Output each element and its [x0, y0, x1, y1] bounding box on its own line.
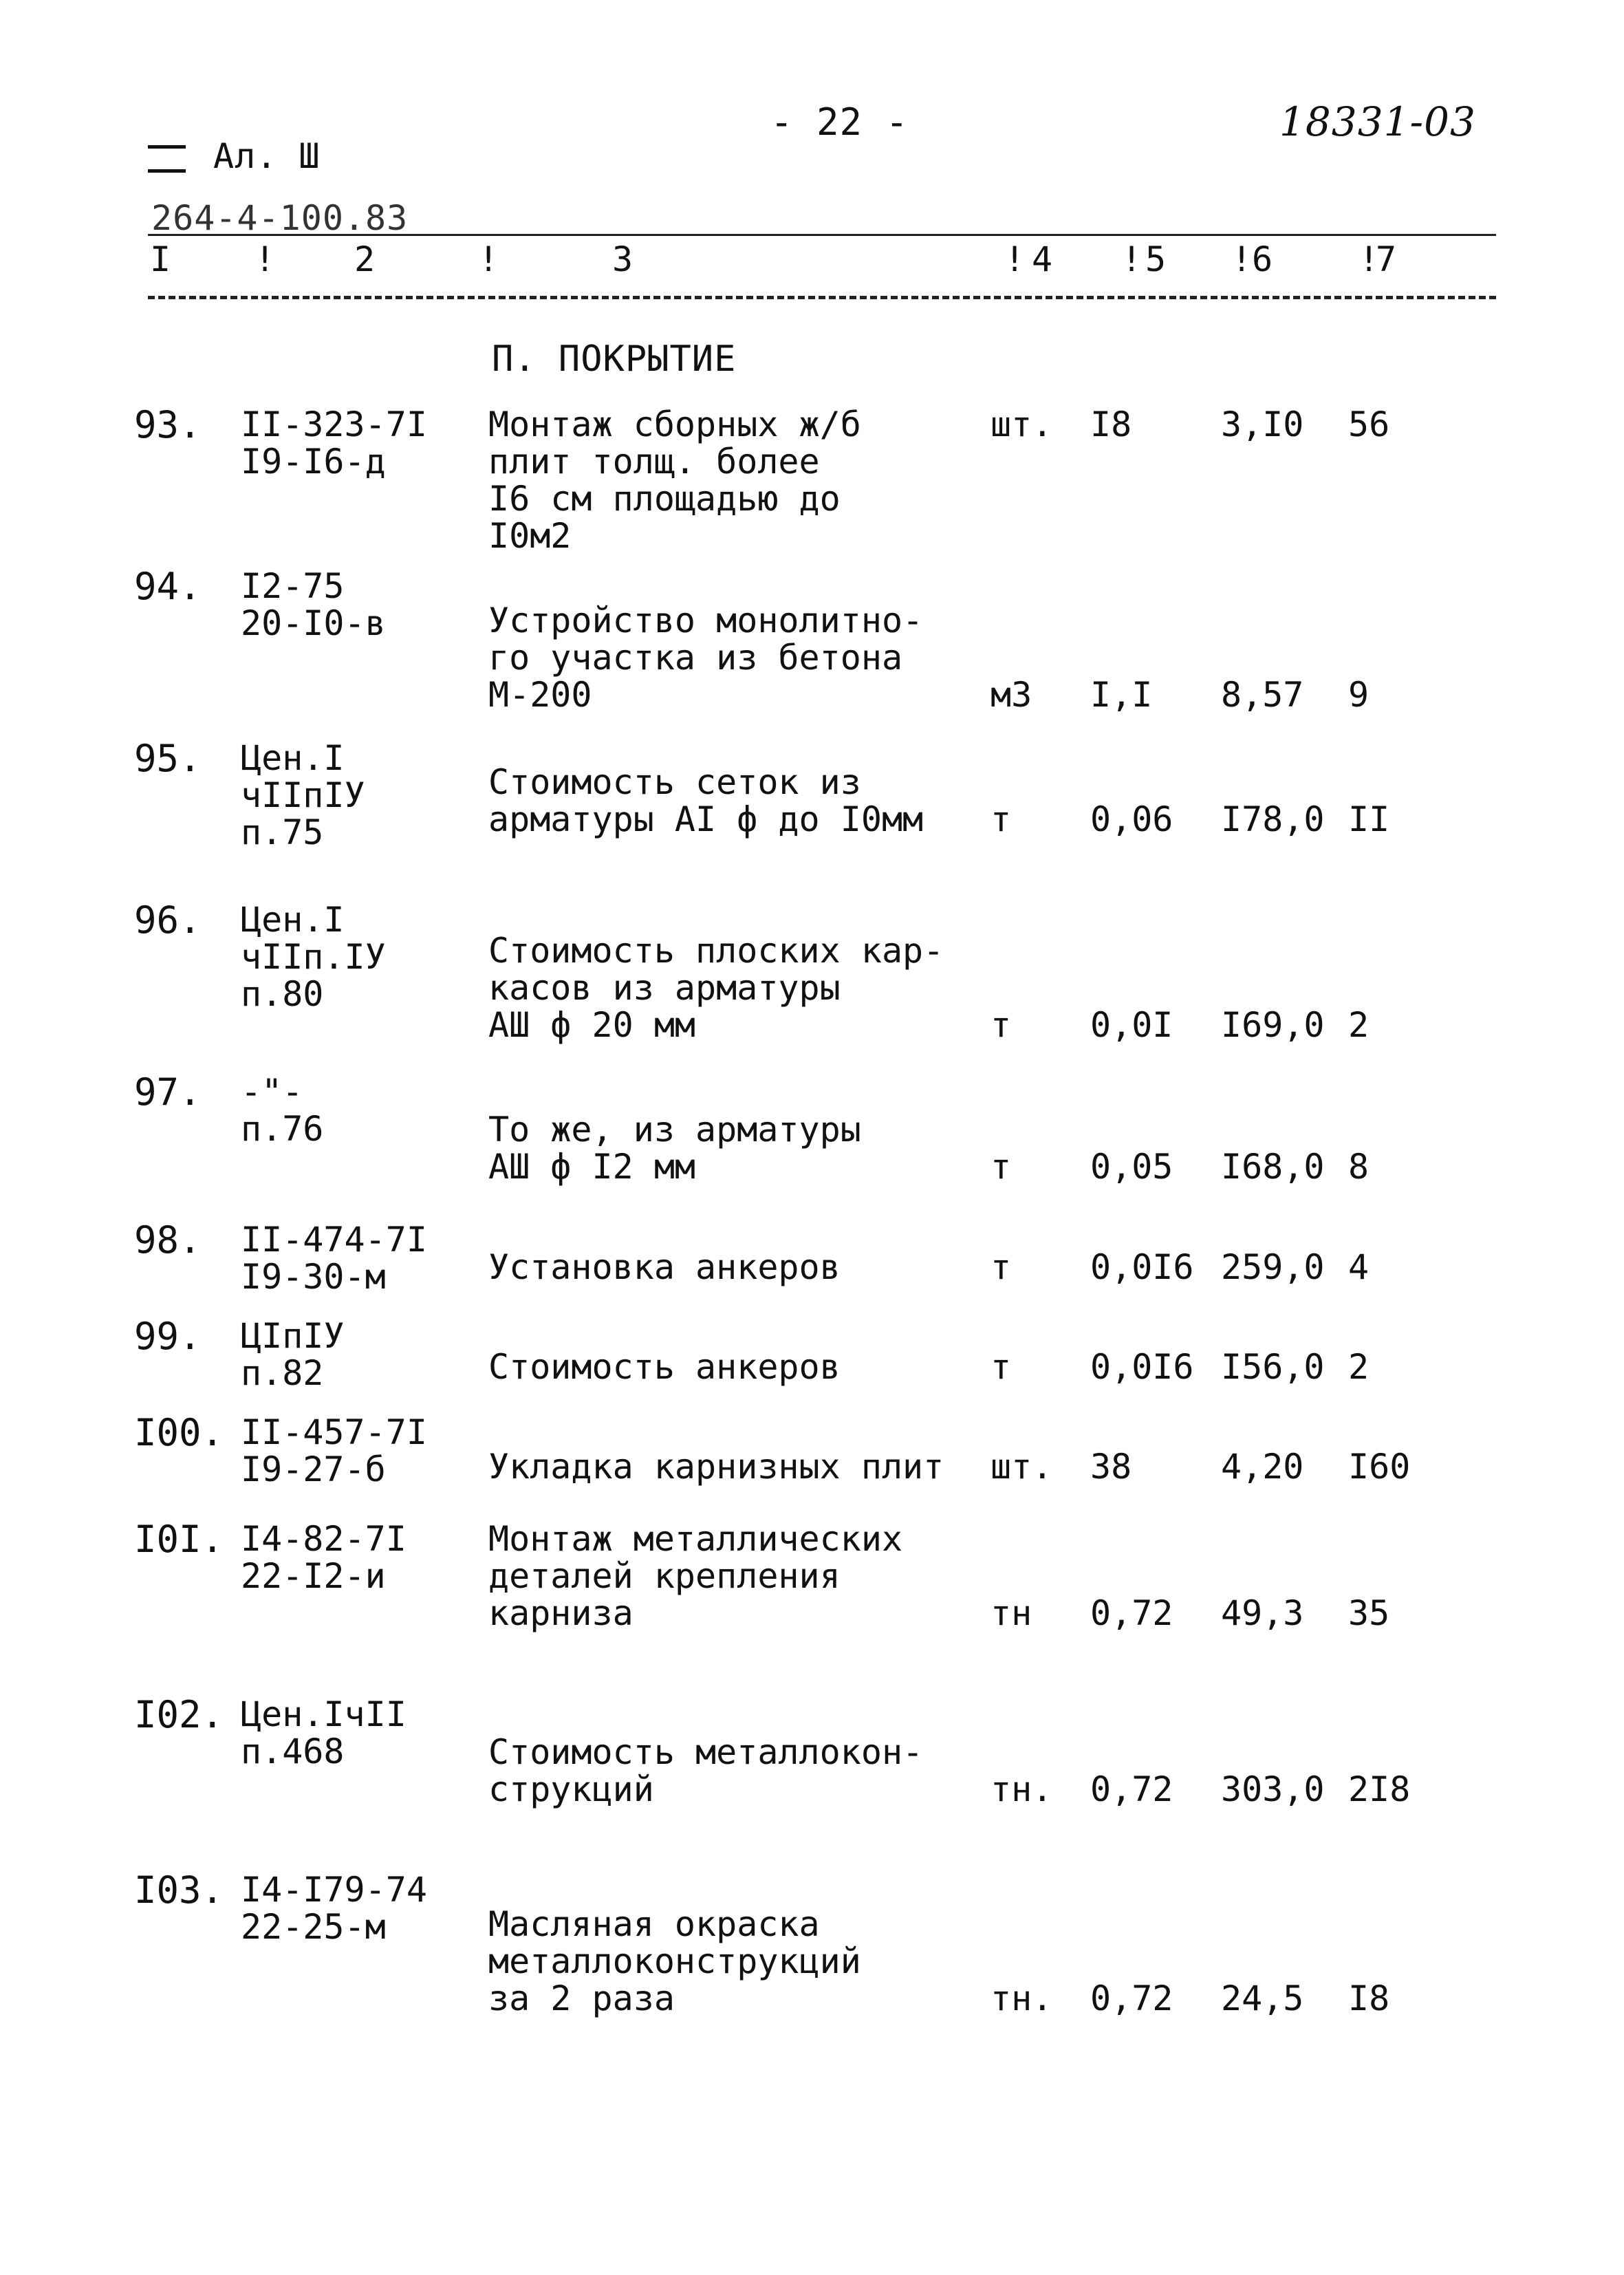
page-number: - 22 -	[770, 100, 909, 144]
row-number: I0I.	[134, 1518, 224, 1561]
col-sep-2: !	[478, 239, 500, 279]
quantity: 0,06	[1090, 799, 1173, 839]
header-rule-top	[148, 234, 1496, 236]
row-number: 97.	[134, 1070, 202, 1114]
header-rule-bottom	[148, 296, 1496, 299]
col-sep-3: !	[1004, 239, 1026, 279]
norm-code: II-474-7I I9-30-м	[241, 1220, 427, 1297]
row-number: I03.	[134, 1868, 224, 1912]
quantity: 0,05	[1090, 1147, 1173, 1187]
col-header-4: 4	[1032, 239, 1054, 279]
work-description: Устройство монолитно- го участка из бетона М-200	[488, 601, 924, 715]
work-description: Стоимость сеток из арматуры AI ф до I0мм	[488, 762, 924, 839]
total-cost: 35	[1348, 1593, 1390, 1633]
unit: т	[990, 1147, 1012, 1187]
total-cost: 56	[1348, 405, 1390, 444]
unit-price: I56,0	[1221, 1347, 1325, 1387]
unit: тн.	[990, 1769, 1053, 1809]
total-cost: II	[1348, 799, 1390, 839]
work-description: Установка анкеров	[488, 1247, 841, 1287]
norm-code: -"- п.76	[241, 1072, 324, 1149]
row-number: I02.	[134, 1693, 224, 1736]
unit: м3	[990, 675, 1032, 715]
quantity: 0,0I	[1090, 1005, 1173, 1045]
quantity: I8	[1090, 405, 1132, 444]
work-description: Укладка карнизных плит	[488, 1447, 944, 1487]
row-number: I00.	[134, 1411, 224, 1454]
quantity: 0,0I6	[1090, 1347, 1194, 1387]
work-description: Монтаж сборных ж/б плит толщ. более I6 см площадью до I0м2	[488, 405, 861, 556]
unit-price: I69,0	[1221, 1005, 1325, 1045]
norm-code: II-323-7I I9-I6-д	[241, 405, 427, 482]
unit-price: I78,0	[1221, 799, 1325, 839]
work-description: Масляная окраска металлоконструкций за 2 раза	[488, 1904, 861, 2018]
unit: шт.	[990, 1447, 1053, 1487]
col-header-2: 2	[354, 239, 376, 279]
unit: тн.	[990, 1979, 1053, 2018]
total-cost: 2	[1348, 1005, 1369, 1045]
col-sep-5: !	[1231, 239, 1253, 279]
norm-code: Цен.IчII п.468	[241, 1694, 407, 1771]
unit-price: 259,0	[1221, 1247, 1325, 1287]
unit-price: 49,3	[1221, 1593, 1304, 1633]
col-header-1: I	[150, 239, 172, 279]
work-description: То же, из арматуры АШ ф I2 мм	[488, 1110, 861, 1187]
unit-price: 8,57	[1221, 675, 1304, 715]
quantity: I,I	[1090, 675, 1153, 715]
work-description: Стоимость анкеров	[488, 1347, 841, 1387]
section-title: П. ПОКРЫТИЕ	[492, 338, 737, 380]
col-header-7: 7	[1376, 239, 1398, 279]
unit-price: 303,0	[1221, 1769, 1325, 1809]
album-label	[148, 138, 321, 175]
quantity: 0,72	[1090, 1769, 1173, 1809]
row-number: 98.	[134, 1218, 202, 1262]
row-number: 93.	[134, 403, 202, 446]
work-description: Монтаж металлических деталей крепления карниза	[488, 1519, 903, 1633]
unit-price: 4,20	[1221, 1447, 1304, 1487]
norm-code: I4-82-7I 22-I2-и	[241, 1519, 407, 1596]
quantity: 0,72	[1090, 1593, 1173, 1633]
row-number: 99.	[134, 1315, 202, 1358]
unit: шт.	[990, 405, 1053, 444]
total-cost: I60	[1348, 1447, 1411, 1487]
row-number: 94.	[134, 565, 202, 608]
total-cost: 2	[1348, 1347, 1369, 1387]
col-sep-6: !	[1358, 239, 1381, 279]
row-number: 95.	[134, 737, 202, 780]
document-code: 18331-03	[1279, 98, 1476, 145]
norm-code: Цен.I чIIп.IУ п.80	[241, 900, 386, 1014]
quantity: 0,0I6	[1090, 1247, 1194, 1287]
col-header-6: 6	[1252, 239, 1274, 279]
quantity: 38	[1090, 1447, 1132, 1487]
unit-price: 3,I0	[1221, 405, 1304, 444]
total-cost: I8	[1348, 1979, 1390, 2018]
unit-price: 24,5	[1221, 1979, 1304, 2018]
norm-code: ЦIпIУ п.82	[241, 1316, 345, 1393]
total-cost: 9	[1348, 675, 1369, 715]
project-code: 264-4-100.83	[151, 198, 409, 238]
unit-price: I68,0	[1221, 1147, 1325, 1187]
work-description: Стоимость плоских кар- касов из арматуры АШ ф 20 мм	[488, 931, 944, 1045]
quantity: 0,72	[1090, 1979, 1173, 2018]
album-text: Ал. Ш	[213, 136, 321, 176]
col-sep-1: !	[255, 239, 277, 279]
unit: тн	[990, 1593, 1032, 1633]
unit: т	[990, 1005, 1012, 1045]
unit: т	[990, 799, 1012, 839]
album-mark-icon	[148, 145, 186, 173]
work-description: Стоимость металлокон- струкций	[488, 1732, 924, 1809]
norm-code: I2-75 20-I0-в	[241, 566, 386, 643]
total-cost: 4	[1348, 1247, 1369, 1287]
unit: т	[990, 1347, 1012, 1387]
total-cost: 2I8	[1348, 1769, 1411, 1809]
col-header-3: 3	[612, 239, 634, 279]
unit: т	[990, 1247, 1012, 1287]
total-cost: 8	[1348, 1147, 1369, 1187]
norm-code: Цен.I чIIпIУ п.75	[241, 738, 365, 852]
col-sep-4: !	[1121, 239, 1143, 279]
norm-code: II-457-7I I9-27-б	[241, 1412, 427, 1489]
row-number: 96.	[134, 898, 202, 942]
col-header-5: 5	[1145, 239, 1167, 279]
norm-code: I4-I79-74 22-25-м	[241, 1870, 427, 1947]
